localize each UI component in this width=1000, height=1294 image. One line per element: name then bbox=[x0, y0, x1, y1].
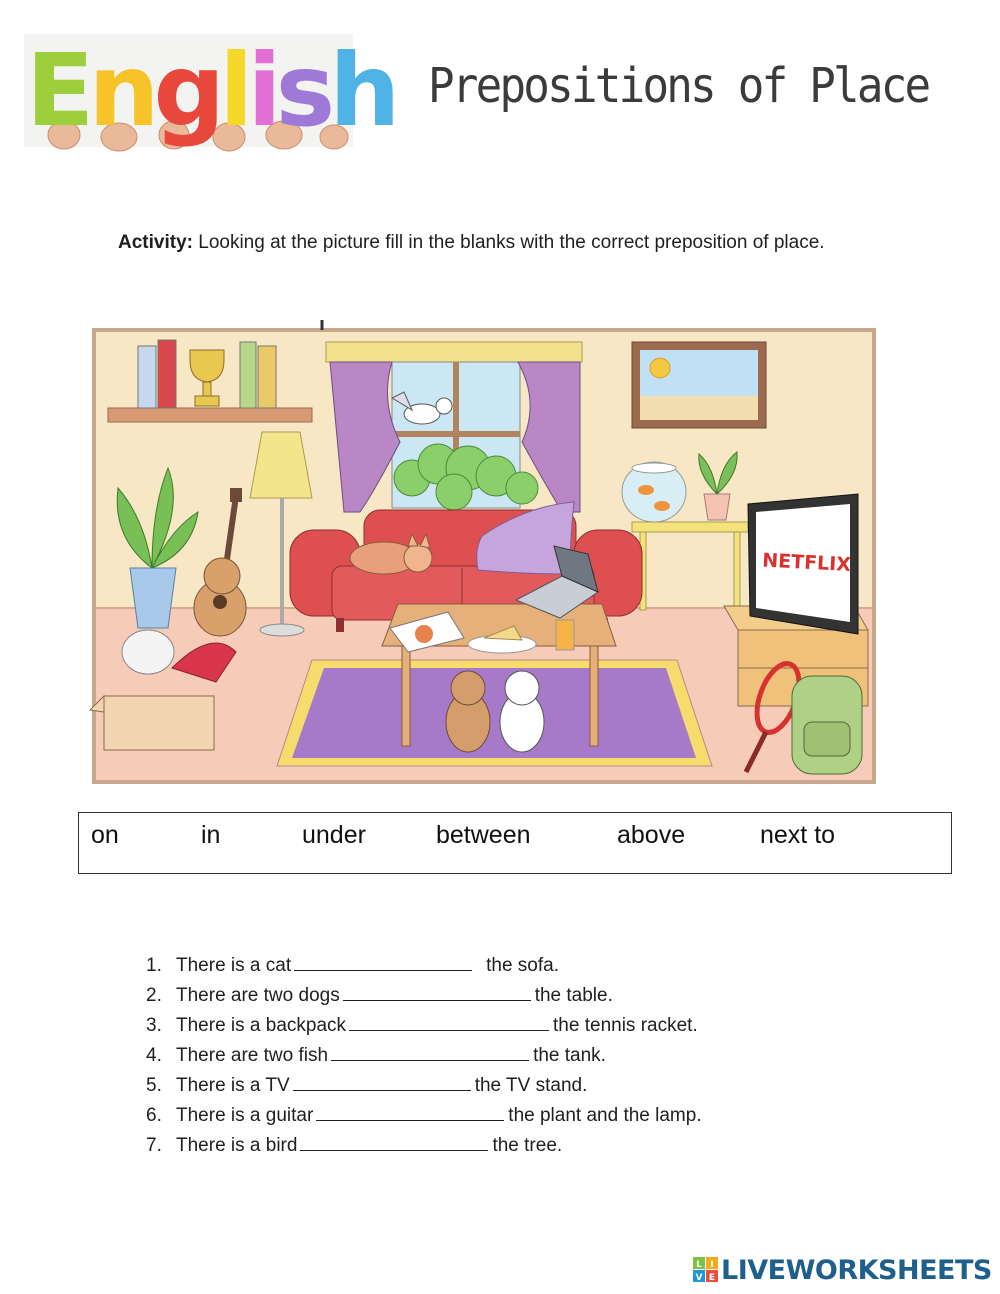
backpack bbox=[792, 676, 862, 774]
banner-letter-5: s bbox=[275, 32, 330, 149]
answer-blank-7[interactable] bbox=[300, 1130, 488, 1151]
question-item: 5. There is a TV the TV stand. bbox=[146, 1070, 702, 1100]
word-next-to[interactable]: next to bbox=[760, 821, 836, 849]
word-bank bbox=[78, 812, 952, 874]
answer-blank-3[interactable] bbox=[349, 1010, 549, 1031]
banner-letter-2: g bbox=[153, 32, 220, 149]
question-item: 1. There is a cat the sofa. bbox=[146, 950, 702, 980]
banner-letter-1: n bbox=[88, 32, 154, 149]
word-above[interactable]: above bbox=[617, 821, 686, 849]
banner-word-english bbox=[26, 32, 395, 149]
word-between[interactable]: between bbox=[436, 821, 531, 849]
question-item: 3. There is a backpack the tennis racket. bbox=[146, 1010, 702, 1040]
answer-blank-1[interactable] bbox=[294, 950, 472, 971]
question-item: 4. There are two fish the tank. bbox=[146, 1040, 702, 1070]
question-list bbox=[146, 950, 702, 1160]
beach-picture bbox=[632, 342, 766, 428]
question-item: 6. There is a guitar the plant and the lamp. bbox=[146, 1100, 702, 1130]
answer-blank-6[interactable] bbox=[316, 1100, 504, 1121]
activity-text: Looking at the picture fill in the blanks with the correct preposition of place. bbox=[192, 232, 825, 253]
word-under[interactable]: under bbox=[302, 821, 366, 849]
english-banner-image bbox=[24, 32, 395, 149]
banner-letter-0: E bbox=[26, 32, 89, 149]
svg-text:V: V bbox=[695, 1273, 703, 1283]
answer-blank-2[interactable] bbox=[343, 980, 531, 1001]
fish-tank bbox=[622, 462, 686, 522]
page-title: Prepositions of Place bbox=[428, 58, 929, 114]
activity-instructions bbox=[118, 228, 898, 258]
glass-of-juice bbox=[556, 620, 574, 650]
answer-blank-4[interactable] bbox=[331, 1040, 529, 1061]
activity-label: Activity: bbox=[118, 232, 193, 253]
living-room-illustration bbox=[92, 318, 876, 784]
answer-blank-5[interactable] bbox=[293, 1070, 471, 1091]
liveworksheets-wordmark: LIVEWORKSHEETS bbox=[721, 1254, 992, 1286]
tv-netflix-text: NETFLIX bbox=[761, 549, 852, 577]
word-in[interactable]: in bbox=[201, 821, 221, 849]
svg-text:I: I bbox=[710, 1260, 714, 1270]
svg-text:L: L bbox=[696, 1260, 702, 1270]
question-item: 2. There are two dogs the table. bbox=[146, 980, 702, 1010]
word-on[interactable]: on bbox=[91, 821, 119, 849]
liveworksheets-icon bbox=[693, 1257, 719, 1283]
banner-letter-3: l bbox=[219, 32, 248, 149]
banner-letter-4: i bbox=[247, 32, 276, 149]
banner-letter-6: h bbox=[329, 32, 395, 149]
question-item: 7. There is a bird the tree. bbox=[146, 1130, 702, 1160]
liveworksheets-logo bbox=[693, 1254, 992, 1286]
svg-text:E: E bbox=[708, 1273, 716, 1283]
television bbox=[748, 494, 858, 634]
